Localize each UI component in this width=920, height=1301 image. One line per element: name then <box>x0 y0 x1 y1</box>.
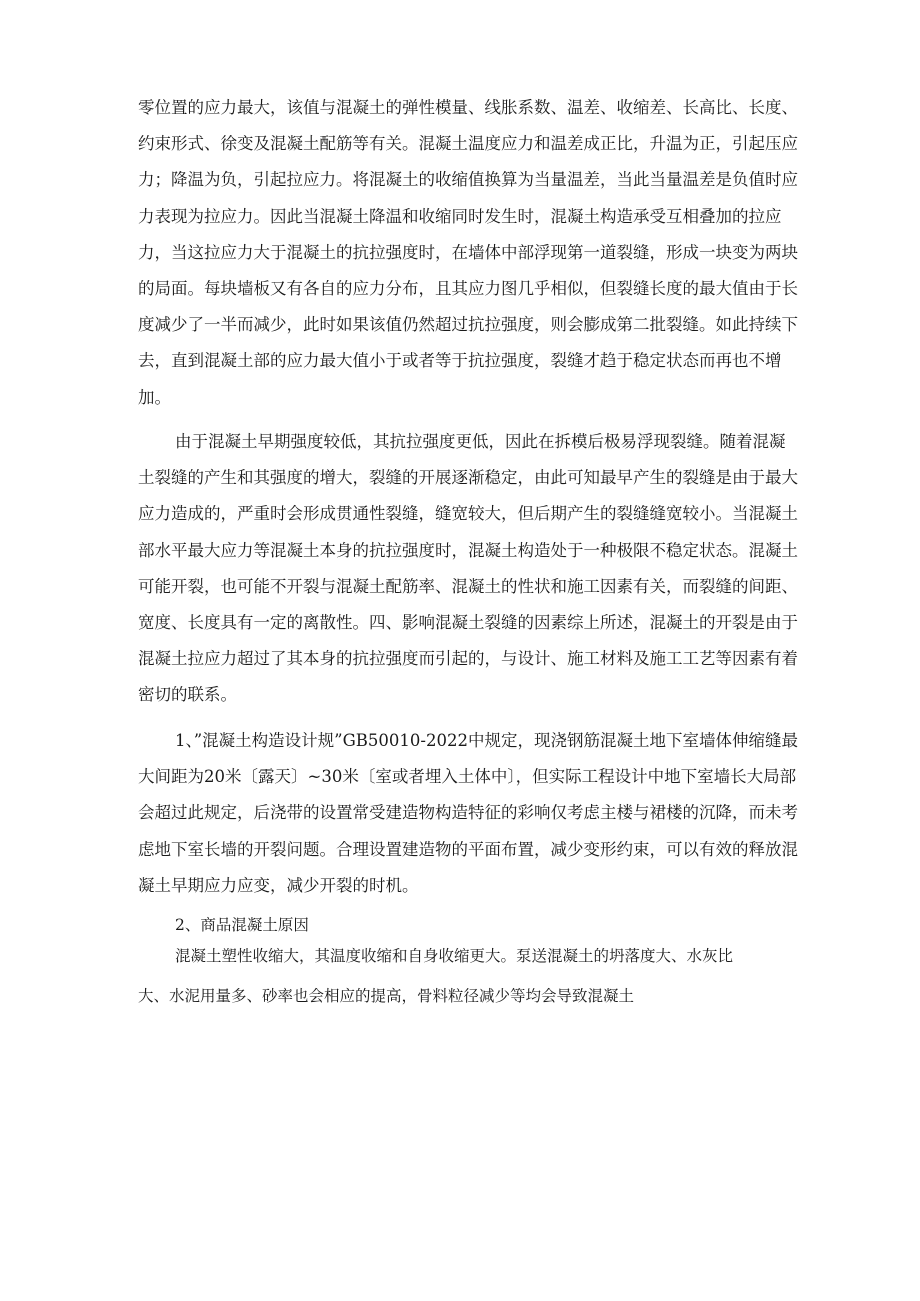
paragraph-1: 零位置的应力最大，该值与混凝土的弹性模量、线胀系数、温差、收缩差、长高比、长度、约束形式、徐变及混凝土配筋等有关。混凝土温度应力和温差成正比，升温为正，引起压应力；降温为负，引起拉应力。将混凝土的收缩值换算为当量温差，当此当量温差是负值时应力表现为拉应力。因此当混凝土降温和收缩同时发生时，混凝土构造承受互相叠加的拉应力，当这拉应力大于混凝土的抗拉强度时，在墙体中部浮现第一道裂缝，形成一块变为两块的局面。每块墙板又有各自的应力分布，且其应力图几乎相似，但裂缝长度的最大值由于长度减少了一半而减少，此时如果该值仍然超过抗拉强度，则会膨成第二批裂缝。如此持续下去，直到混凝土部的应力最大值小于或者等于抗拉强度，裂缝才趋于稳定状态而再也不增加。 <box>138 98 798 407</box>
section-heading: 2、商品混凝土原因 <box>175 916 309 934</box>
paragraph-2: 由于混凝土早期强度较低，其抗拉强度更低，因此在拆模后极易浮现裂缝。随着混凝土裂缝的产生和其强度的增大，裂缝的开展逐渐稳定，由此可知最早产生的裂缝是由于最大应力造成的，严重时会形成贯通性裂缝，缝宽较大，但后期产生的裂缝缝宽较小。当混凝土部水平最大应力等混凝土本身的抗拉强度时，混凝土构造处于一种极限不稳定状态。混凝土可能开裂，也可能不开裂与混凝土配筋率、混凝土的性状和施工因素有关，而裂缝的间距、宽度、长度具有一定的离散性。四、影响混凝土裂缝的因素综上所述，混凝土的开裂是由于混凝土拉应力超过了其本身的抗拉强度而引起的，与设计、施工材料及施工工艺等因素有着密切的联系。 <box>138 432 798 705</box>
paragraph-3: 1、”混凝土构造设计规”GB50010-2022中规定，现浇钢筋混凝土地下室墙体伸缩缝最大间距为20米〔露天〕~30米〔室或者埋入土体中〕，但实际工程设计中地下室墙长大局部会超过此规定，后浇带的设置常受建造物构造特征的彩响仅考虑主楼与裙楼的沉降，而未考虑地下室长墙的开裂问题。合理设置建造物的平面布置，减少变形约束，可以有效的释放混凝土早期应力应变，减少开裂的时机。 <box>138 731 798 895</box>
paragraph-4: 混凝土塑性收缩大，其温度收缩和自身收缩更大。泵送混凝土的坍落度大、水灰比大、水泥用量多、砂率也会相应的提高，骨料粒径减少等均会导致混凝土 <box>138 947 734 1005</box>
